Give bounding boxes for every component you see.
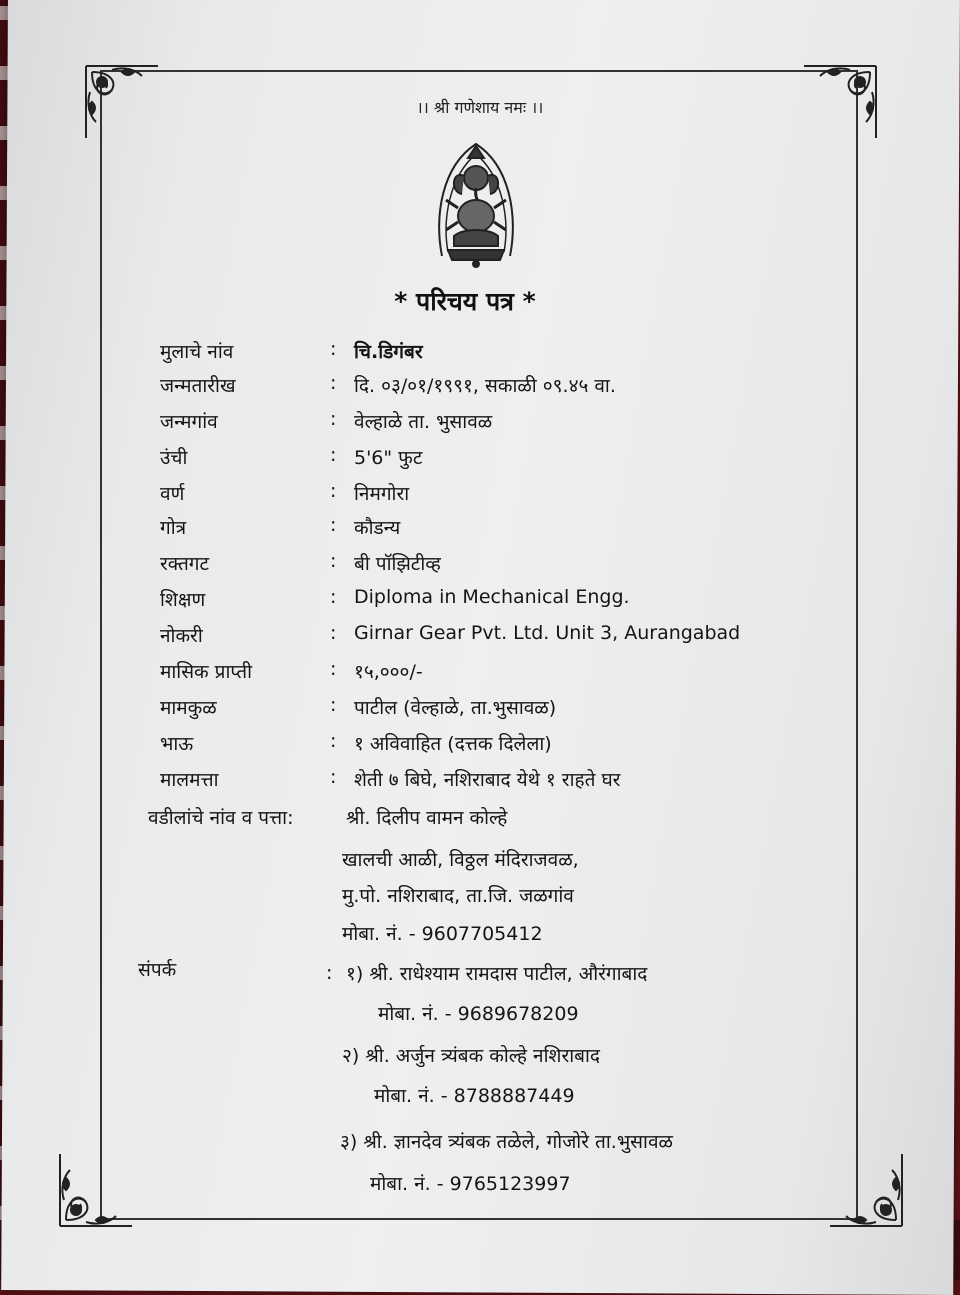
row-colon: : [330, 338, 337, 360]
row-colon: : [330, 730, 337, 752]
row-value: Diploma in Mechanical Engg. [354, 586, 630, 608]
row-label: जन्मगांव [160, 411, 218, 433]
contact-colon: : [326, 962, 333, 984]
contact-mobile: मोबा. नं. - 9765123997 [370, 1173, 571, 1195]
row-colon: : [330, 514, 337, 536]
father-address-line: मु.पो. नशिराबाद, ता.जि. जळगांव [342, 885, 574, 907]
row-value: दि. ०३/०१/१९९१, सकाळी ०९.४५ वा. [354, 375, 616, 397]
contact-person: ३) श्री. ज्ञानदेव त्र्यंबक तळेले, गोजोरे ता.भुसावळ [340, 1131, 673, 1153]
row-label: नोकरी [160, 625, 203, 647]
blessing-text: ।। श्री गणेशाय नमः ।। [416, 98, 544, 117]
row-value: 5'6" फुट [354, 447, 423, 469]
row-colon: : [330, 766, 337, 788]
contact-label: संपर्क [138, 959, 177, 981]
row-label: गोत्र [160, 517, 187, 539]
row-label: रक्तगट [160, 553, 210, 575]
row-label: वर्ण [160, 483, 185, 505]
father-mobile: मोबा. नं. - 9607705412 [342, 923, 543, 945]
ganesha-icon [428, 136, 524, 268]
contact-person: २) श्री. अर्जुन त्र्यंबक कोल्हे नशिराबाद [342, 1045, 600, 1067]
row-colon: : [330, 372, 337, 394]
floral-corner-icon [56, 1150, 136, 1230]
row-colon: : [330, 622, 337, 644]
contact-mobile: मोबा. नं. - 8788887449 [374, 1085, 575, 1107]
row-value: शेती ७ बिघे, नशिराबाद येथे १ राहते घर [354, 769, 621, 791]
father-name: श्री. दिलीप वामन कोल्हे [346, 807, 508, 829]
father-label: वडीलांचे नांव व पत्ता: [148, 807, 294, 829]
row-label: भाऊ [160, 733, 194, 755]
row-label: मामकुळ [160, 697, 217, 719]
row-value: कौडन्य [354, 517, 401, 539]
row-value: १ अविवाहित (दत्तक दिलेला) [354, 733, 552, 755]
row-label: जन्मतारीख [160, 375, 236, 397]
row-value: निमगोरा [354, 483, 410, 505]
row-value: पाटील (वेल्हाळे, ता.भुसावळ) [354, 697, 557, 719]
row-label: मालमत्ता [160, 769, 219, 791]
row-value: बी पॉझिटीव्ह [354, 553, 441, 575]
row-value: चि.डिगंबर [354, 341, 423, 363]
row-colon: : [330, 586, 337, 608]
row-value: वेल्हाळे ता. भुसावळ [354, 411, 493, 433]
row-label: उंची [160, 447, 188, 469]
row-colon: : [330, 480, 337, 502]
row-label: शिक्षण [160, 589, 206, 611]
row-colon: : [330, 550, 337, 572]
floral-corner-icon [826, 1150, 906, 1230]
row-label: मासिक प्राप्ती [160, 661, 253, 683]
row-colon: : [330, 694, 337, 716]
row-colon: : [330, 408, 337, 430]
page-title: * परिचय पत्र * [394, 287, 536, 316]
row-value: १५,०००/- [354, 661, 423, 683]
row-value: Girnar Gear Pvt. Ltd. Unit 3, Aurangabad [354, 622, 741, 644]
father-address-line: खालची आळी, विठ्ठल मंदिराजवळ, [342, 849, 579, 871]
row-colon: : [330, 444, 337, 466]
contact-mobile: मोबा. नं. - 9689678209 [378, 1003, 579, 1025]
row-colon: : [330, 658, 337, 680]
contact-person: १) श्री. राधेश्याम रामदास पाटील, औरंगाबाद [346, 963, 648, 985]
row-label: मुलाचे नांव [160, 341, 234, 363]
